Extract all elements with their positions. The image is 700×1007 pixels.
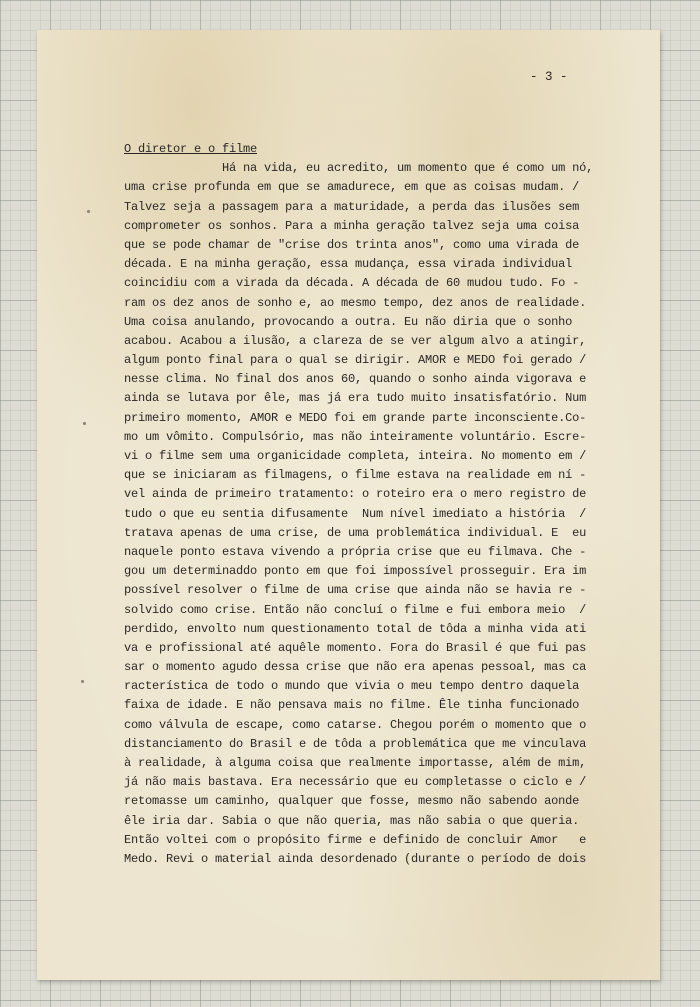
text-line: ainda se lutava por êle, mas já era tudo muito insatisfatório. Num — [124, 391, 587, 406]
text-line: uma crise profunda em que se amadurece, em que as coisas mudam. / — [124, 180, 580, 195]
text-line: Há na vida, eu acredito, um momento que é como um nó, — [124, 161, 594, 176]
text-line: vel ainda de primeiro tratamento: o roteiro era o mero registro de — [124, 487, 587, 502]
text-line: comprometer os sonhos. Para a minha geração talvez seja uma coisa — [124, 218, 580, 233]
document-body — [124, 140, 614, 869]
text-line: década. E na minha geração, essa mudança, essa virada individual — [124, 257, 573, 272]
text-line: racterística de todo o mundo que vivia o meu tempo dentro daquela — [124, 679, 580, 694]
text-line: tudo o que eu sentia difusamente Num nível imediato a história / — [124, 506, 587, 521]
text-line: distanciamento do Brasil e de tôda a problemática que me vinculava — [124, 736, 587, 751]
margin-mark — [87, 210, 90, 213]
text-line: já não mais bastava. Era necessário que eu completasse o ciclo e / — [124, 775, 587, 790]
text-line: ram os dez anos de sonho e, ao mesmo tempo, dez anos de realidade. — [124, 295, 587, 310]
text-line: que se pode chamar de "crise dos trinta anos", como uma virada de — [124, 237, 580, 252]
text-line: tratava apenas de uma crise, de uma problemática individual. E eu — [124, 525, 587, 540]
text-line: nesse clima. No final dos anos 60, quando o sonho ainda vigorava e — [124, 372, 587, 387]
text-line: mo um vômito. Compulsório, mas não inteiramente voluntário. Escre- — [124, 429, 587, 444]
text-line: primeiro momento, AMOR e MEDO foi em grande parte inconsciente.Co- — [124, 410, 587, 425]
text-line: coincidiu com a virada da década. A década de 60 mudou tudo. Fo - — [124, 276, 580, 291]
text-line: retomasse um caminho, qualquer que fosse, mesmo não sabendo aonde — [124, 794, 580, 809]
text-line: Então voltei com o propósito firme e definido de concluir Amor e — [124, 832, 587, 847]
text-line: va e profissional até aquêle momento. Fora do Brasil é que fui pas — [124, 640, 587, 655]
text-line: vi o filme sem uma organicidade completa, inteira. No momento em / — [124, 449, 587, 463]
margin-mark — [83, 422, 86, 425]
text-line: como válvula de escape, como catarse. Chegou porém o momento que o — [124, 717, 587, 732]
text-line: naquele ponto estava vivendo a própria crise que eu filmava. Che - — [124, 544, 587, 559]
text-line: acabou. Acabou a ilusão, a clareza de se ver algum alvo a atingir, — [124, 333, 587, 348]
text-line: faixa de idade. E não pensava mais no filme. Êle tinha funcionado — [124, 698, 580, 713]
text-line: êle iria dar. Sabia o que não queria, mas não sabia o que queria. — [124, 813, 580, 828]
text-line: Uma coisa anulando, provocando a outra. Eu não diria que o sonho — [124, 314, 573, 329]
text-line: sar o momento agudo dessa crise que não era apenas pessoal, mas ca — [124, 660, 587, 675]
text-line: algum ponto final para o qual se dirigir. AMOR e MEDO foi gerado / — [124, 353, 587, 368]
page-number: - 3 - — [530, 70, 568, 84]
text-line: à realidade, à alguma coisa que realmente importasse, além de mim, — [124, 756, 587, 770]
text-line: Talvez seja a passagem para a maturidade, a perda das ilusões sem — [124, 199, 580, 214]
section-title: O diretor e o filme — [124, 142, 258, 156]
text-line: solvido como crise. Então não concluí o filme e fui embora meio / — [124, 602, 587, 617]
text-line: Medo. Revi o material ainda desordenado (durante o período de dois — [124, 851, 587, 866]
text-line: possível resolver o filme de uma crise que ainda não se havia re - — [124, 583, 587, 598]
text-line: perdido, envolto num questionamento total de tôda a minha vida ati — [124, 621, 587, 636]
text-line: que se iniciaram as filmagens, o filme estava na realidade em ní - — [124, 468, 587, 483]
margin-mark — [81, 680, 84, 683]
text-line: gou um determinaddo ponto em que foi impossível prosseguir. Era im — [124, 564, 587, 579]
